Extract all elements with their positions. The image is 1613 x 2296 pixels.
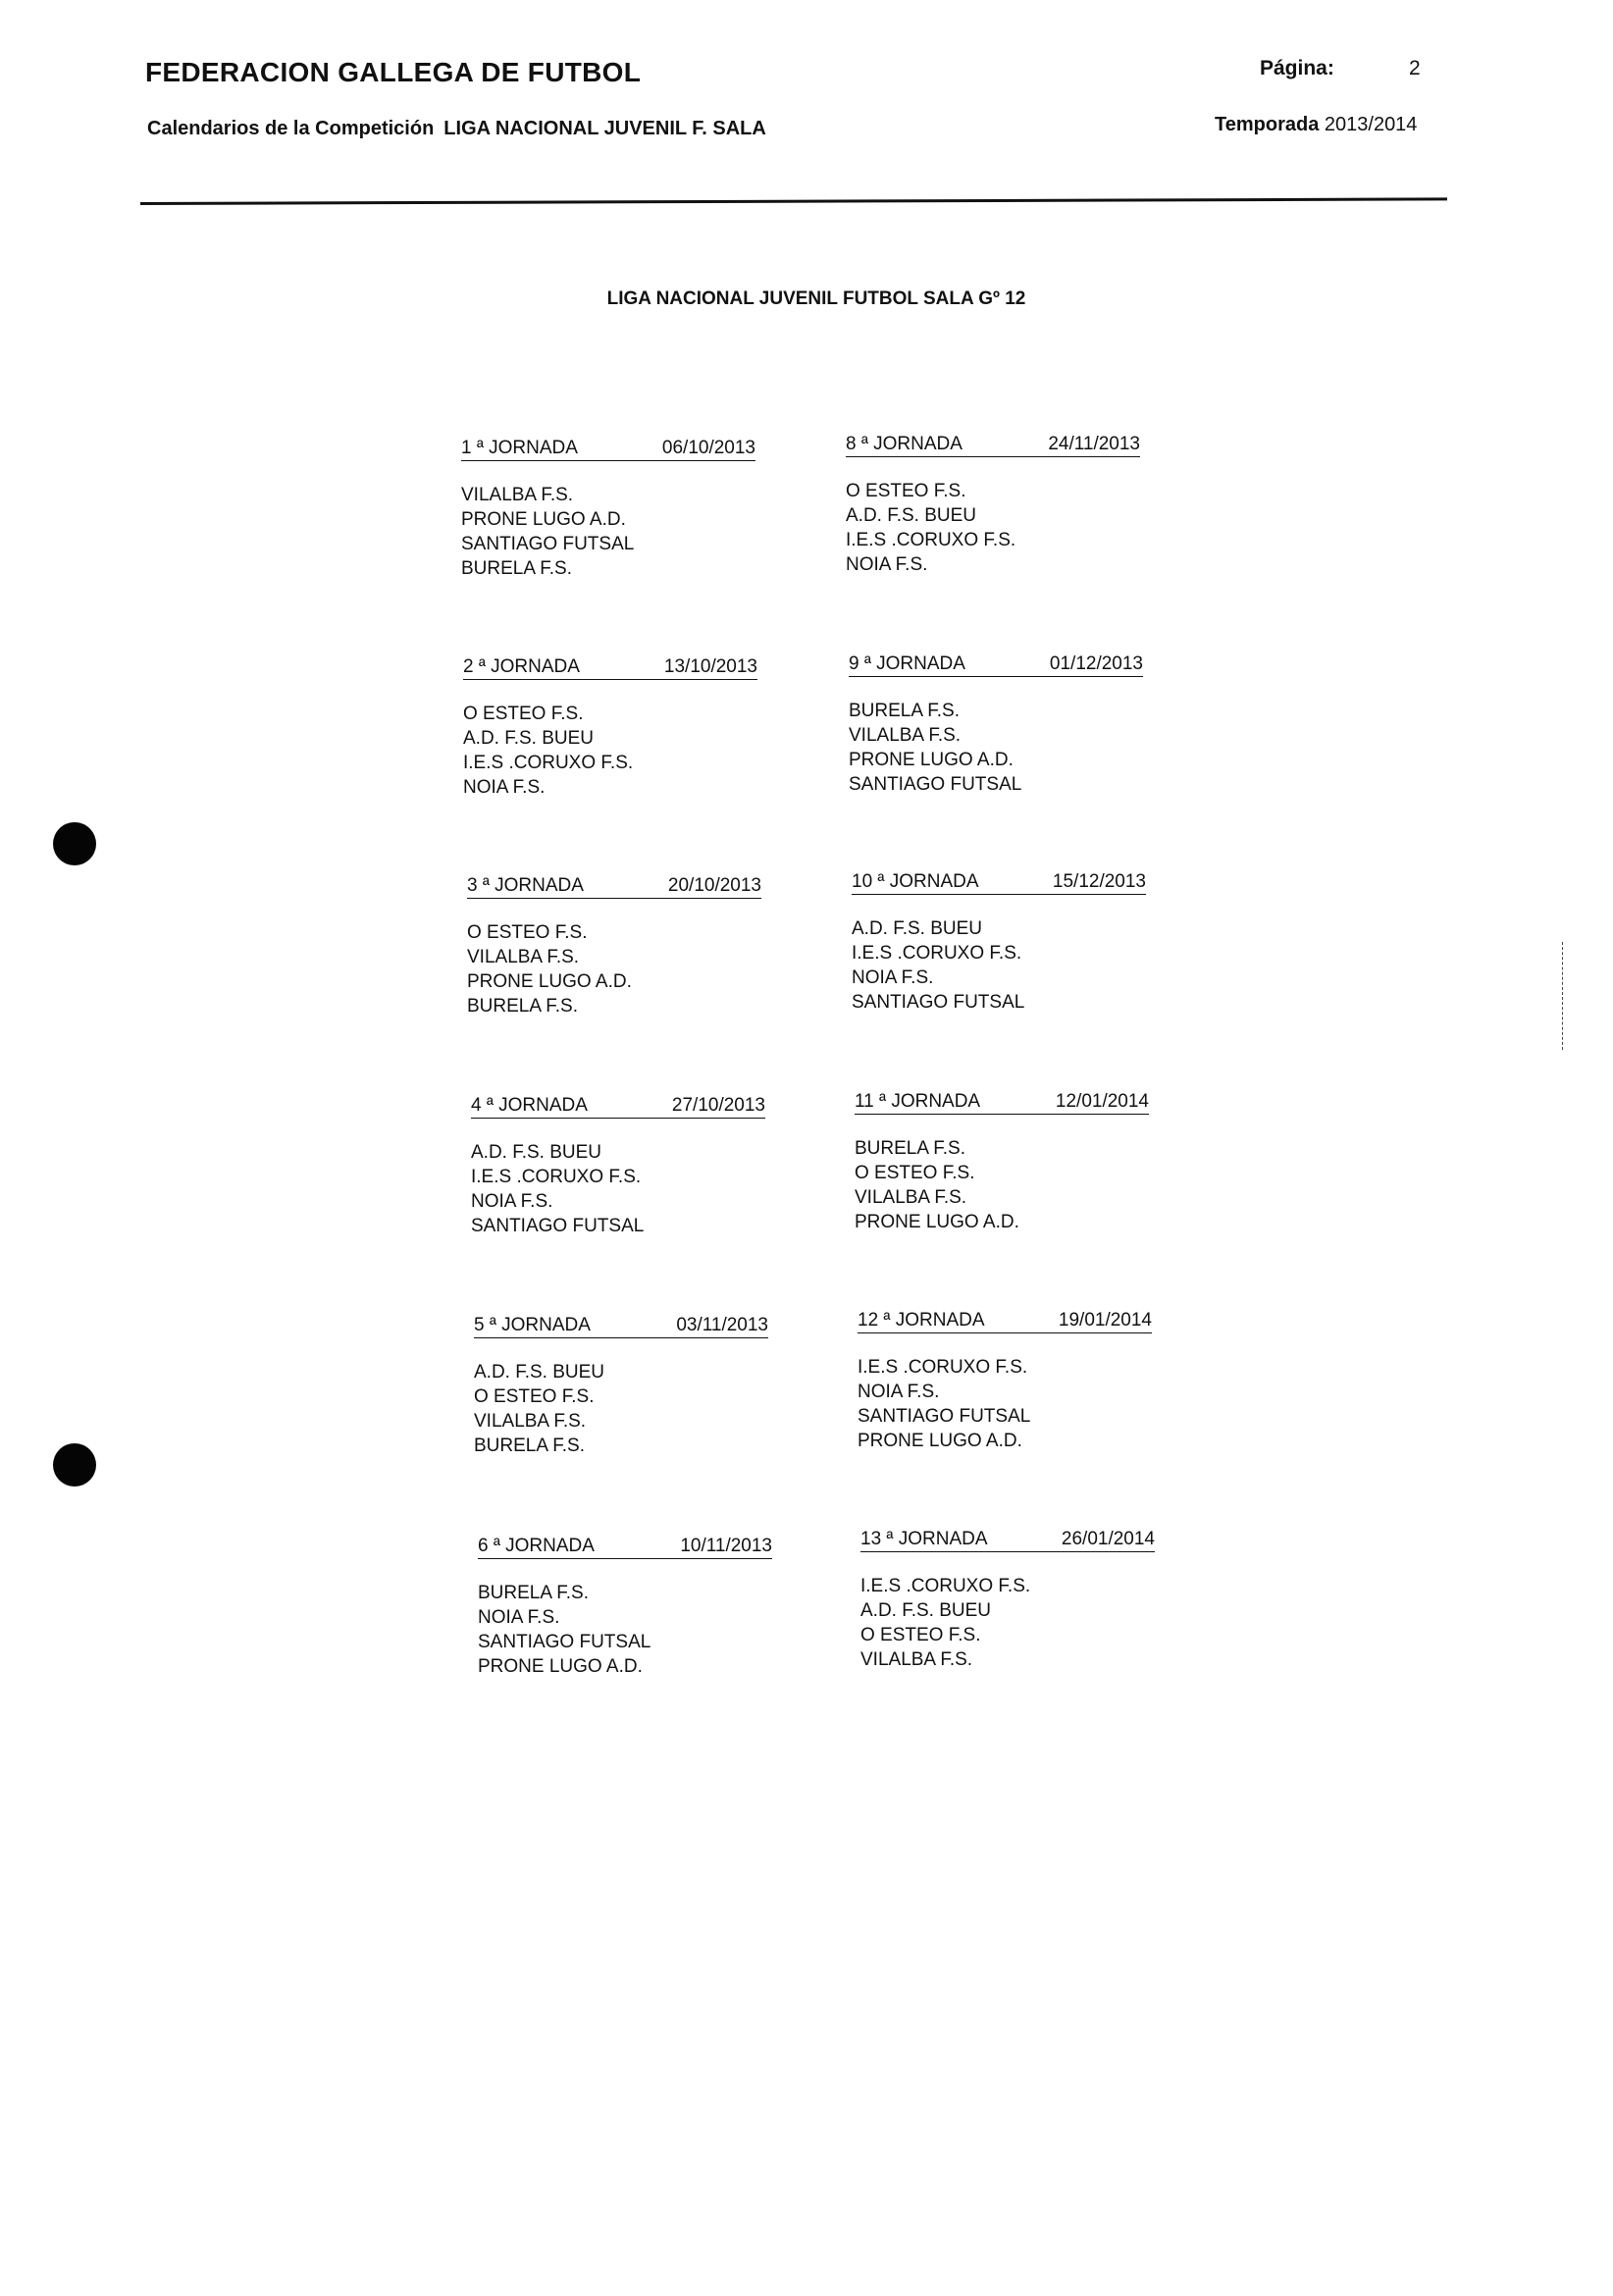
team-name: O ESTEO F.S. [463, 704, 584, 724]
round-label: 4 ª JORNADA [471, 1095, 588, 1116]
round-label: 2 ª JORNADA [463, 656, 580, 677]
round-header [855, 1089, 1149, 1115]
team-name: BURELA F.S. [849, 701, 960, 721]
round-header [463, 654, 757, 680]
round-date: 15/12/2013 [1052, 871, 1146, 892]
round-date: 13/10/2013 [663, 656, 757, 677]
round-header [852, 869, 1146, 895]
round-header [860, 1527, 1155, 1552]
team-name: A.D. F.S. BUEU [860, 1600, 992, 1621]
team-name: O ESTEO F.S. [855, 1163, 975, 1183]
team-name: VILALBA F.S. [849, 725, 962, 746]
round-date: 19/01/2014 [1058, 1310, 1152, 1331]
round-teams [852, 916, 1146, 1015]
round-block [852, 869, 1146, 1015]
team-name: SANTIAGO FUTSAL [471, 1216, 645, 1236]
round-block [846, 432, 1140, 577]
team-name: O ESTEO F.S. [846, 481, 966, 501]
team-name: PRONE LUGO A.D. [478, 1656, 643, 1677]
round-block [860, 1527, 1155, 1672]
round-date: 06/10/2013 [661, 438, 755, 458]
team-name: A.D. F.S. BUEU [471, 1142, 602, 1163]
round-label: 13 ª JORNADA [860, 1529, 988, 1549]
page-label: Página: [1260, 57, 1334, 79]
round-teams [463, 702, 757, 800]
round-header [858, 1308, 1152, 1333]
league-title: LIGA NACIONAL JUVENIL FUTBOL SALA Gº 12 [606, 288, 1026, 309]
team-name: BURELA F.S. [474, 1435, 585, 1456]
round-teams [849, 699, 1143, 797]
season [1215, 114, 1417, 136]
round-teams [855, 1136, 1149, 1234]
team-name: SANTIAGO FUTSAL [461, 534, 635, 554]
team-name: A.D. F.S. BUEU [852, 918, 983, 939]
punch-hole [53, 822, 96, 865]
round-date: 12/01/2014 [1055, 1091, 1149, 1112]
team-name: NOIA F.S. [846, 554, 928, 575]
team-name: VILALBA F.S. [467, 947, 580, 967]
team-name: I.E.S .CORUXO F.S. [846, 530, 1016, 550]
round-date: 10/11/2013 [680, 1536, 772, 1556]
round-label: 9 ª JORNADA [849, 653, 965, 674]
team-name: NOIA F.S. [463, 777, 546, 798]
competition-name: LIGA NACIONAL JUVENIL F. SALA [443, 118, 766, 139]
round-date: 27/10/2013 [671, 1095, 765, 1116]
round-label: 8 ª JORNADA [846, 434, 963, 454]
margin-mark [1562, 942, 1563, 1050]
team-name: BURELA F.S. [478, 1583, 589, 1603]
round-date: 26/01/2014 [1061, 1529, 1155, 1549]
team-name: PRONE LUGO A.D. [858, 1431, 1022, 1451]
team-name: A.D. F.S. BUEU [463, 728, 595, 749]
round-teams [860, 1574, 1155, 1672]
season-label: Temporada [1215, 114, 1320, 135]
season-value: 2013/2014 [1324, 114, 1418, 135]
team-name: O ESTEO F.S. [860, 1625, 981, 1645]
round-label: 11 ª JORNADA [855, 1091, 981, 1112]
team-name: VILALBA F.S. [860, 1649, 973, 1670]
team-name: SANTIAGO FUTSAL [852, 992, 1025, 1013]
team-name: O ESTEO F.S. [474, 1386, 595, 1407]
team-name: PRONE LUGO A.D. [855, 1212, 1019, 1232]
round-block [855, 1089, 1149, 1234]
round-block [858, 1308, 1152, 1453]
round-header [471, 1093, 765, 1119]
team-name: NOIA F.S. [471, 1191, 553, 1212]
round-teams [846, 479, 1140, 577]
round-block [463, 654, 757, 800]
round-block [849, 652, 1143, 797]
round-teams [471, 1140, 765, 1238]
team-name: SANTIAGO FUTSAL [849, 774, 1022, 795]
round-header [849, 652, 1143, 677]
team-name: A.D. F.S. BUEU [846, 505, 977, 526]
round-label: 10 ª JORNADA [852, 871, 979, 892]
header-rule [140, 197, 1447, 205]
round-header [461, 436, 755, 461]
calendar-label: Calendarios de la Competición [147, 118, 435, 139]
team-name: I.E.S .CORUXO F.S. [463, 753, 634, 773]
calendar-subtitle [147, 118, 766, 140]
team-name: O ESTEO F.S. [467, 922, 588, 943]
round-block [478, 1534, 772, 1679]
team-name: VILALBA F.S. [474, 1411, 587, 1432]
round-teams [461, 483, 755, 581]
team-name: A.D. F.S. BUEU [474, 1362, 605, 1383]
round-header [478, 1534, 772, 1559]
round-date: 20/10/2013 [667, 875, 761, 896]
team-name: NOIA F.S. [852, 967, 934, 988]
round-label: 12 ª JORNADA [858, 1310, 985, 1331]
team-name: SANTIAGO FUTSAL [858, 1406, 1031, 1427]
punch-hole [53, 1443, 96, 1487]
team-name: NOIA F.S. [478, 1607, 560, 1628]
round-header [467, 873, 761, 899]
round-block [474, 1313, 768, 1458]
federation-title: FEDERACION GALLEGA DE FUTBOL [145, 57, 642, 87]
round-label: 6 ª JORNADA [478, 1536, 595, 1556]
team-name: VILALBA F.S. [461, 485, 574, 505]
round-block [461, 436, 755, 581]
team-name: PRONE LUGO A.D. [467, 971, 632, 992]
team-name: PRONE LUGO A.D. [461, 509, 626, 530]
team-name: BURELA F.S. [467, 996, 578, 1017]
team-name: SANTIAGO FUTSAL [478, 1632, 651, 1652]
round-teams [467, 920, 761, 1018]
team-name: I.E.S .CORUXO F.S. [471, 1167, 642, 1187]
team-name: I.E.S .CORUXO F.S. [858, 1357, 1028, 1378]
round-label: 3 ª JORNADA [467, 875, 584, 896]
team-name: BURELA F.S. [461, 558, 572, 579]
round-header [474, 1313, 768, 1338]
round-teams [478, 1581, 772, 1679]
round-date: 01/12/2013 [1049, 653, 1143, 674]
round-header [846, 432, 1140, 457]
team-name: NOIA F.S. [858, 1382, 940, 1402]
round-date: 03/11/2013 [676, 1315, 768, 1335]
team-name: PRONE LUGO A.D. [849, 750, 1014, 770]
round-teams [474, 1360, 768, 1458]
team-name: VILALBA F.S. [855, 1187, 967, 1208]
round-block [467, 873, 761, 1018]
round-label: 5 ª JORNADA [474, 1315, 591, 1335]
team-name: I.E.S .CORUXO F.S. [852, 943, 1022, 964]
team-name: BURELA F.S. [855, 1138, 965, 1159]
page-number: 2 [1409, 57, 1421, 79]
round-teams [858, 1355, 1152, 1453]
round-date: 24/11/2013 [1048, 434, 1140, 454]
team-name: I.E.S .CORUXO F.S. [860, 1576, 1031, 1596]
round-label: 1 ª JORNADA [461, 438, 578, 458]
round-block [471, 1093, 765, 1238]
